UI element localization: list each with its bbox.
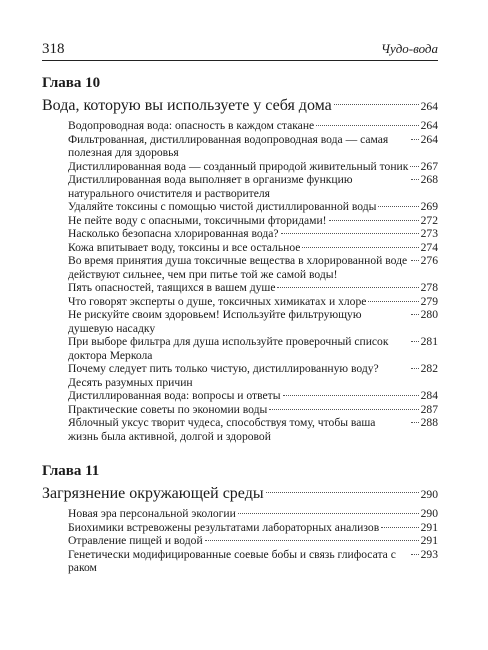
entry-list [42, 505, 438, 575]
book-title: Чудо-вода [381, 41, 438, 56]
dot-leader [381, 527, 418, 528]
entry-page-number: 264 [420, 132, 438, 146]
toc-entry [68, 335, 438, 362]
entry-page-number: 273 [420, 227, 438, 240]
entry-title: Отравление пищей и водой [68, 534, 203, 547]
toc-entry [68, 548, 438, 575]
entry-page-number: 290 [420, 507, 438, 520]
entry-title: Водопроводная вода: опасность в каждом стакане [68, 119, 315, 132]
entry-title: Не пейте воду с опасными, токсичными фторидами! [68, 213, 327, 227]
entry-title: Пять опасностей, таящихся в вашем душе [68, 281, 276, 294]
dot-leader [411, 179, 419, 180]
chapter-section [42, 462, 438, 575]
dot-leader [281, 233, 419, 234]
dot-leader [277, 287, 418, 288]
entry-page-number: 279 [420, 294, 438, 308]
dot-leader [238, 513, 419, 514]
toc-entry [68, 308, 438, 335]
entry-title: Что говорят эксперты о душе, токсичных химикатах и хлоре [68, 294, 367, 308]
dot-leader [411, 139, 419, 140]
toc-entry [68, 214, 438, 228]
entry-title: Дистиллированная вода выполняет в организме функцию натурального очистителя и растворителя [68, 173, 353, 200]
entry-title: Почему следует пить только чистую, дистиллированную воду? Десять разумных причин [68, 362, 379, 389]
dot-leader [411, 260, 419, 261]
toc-entry [68, 507, 438, 521]
entry-page-number: 284 [420, 389, 438, 402]
dot-leader [411, 341, 419, 342]
dot-leader [334, 104, 419, 105]
entry-page-number: 282 [420, 362, 438, 375]
dot-leader [411, 368, 419, 369]
entry-list [42, 117, 438, 443]
dot-leader [411, 314, 419, 315]
entry-title: Кожа впитывает воду, токсины и все остальное [68, 240, 301, 254]
dot-leader [266, 492, 419, 493]
dot-leader [329, 220, 419, 221]
entry-title: Яблочный уксус творит чудеса, способствуя тому, чтобы ваша жизнь была активной, долгой и здоровой [68, 416, 376, 443]
entry-title: Не рискуйте своим здоровьем! Используйте фильтрующую душевую насадку [68, 308, 362, 335]
dot-leader [302, 247, 418, 248]
chapter-section [42, 74, 438, 443]
chapter-title-row [42, 94, 438, 117]
toc-entry [68, 281, 438, 295]
entry-title: Практические советы по экономии воды [68, 402, 268, 416]
chapter-title: Загрязнение окружающей среды [42, 485, 264, 502]
entry-page-number: 268 [420, 173, 438, 186]
entry-title: Биохимики встревожены результатами лабораторных анализов [68, 520, 380, 534]
chapter-page-number: 264 [420, 100, 438, 113]
toc-entry [68, 119, 438, 133]
entry-page-number: 281 [420, 335, 438, 348]
dot-leader [269, 409, 418, 410]
entry-page-number: 274 [420, 240, 438, 254]
page-number: 318 [42, 41, 65, 57]
toc-entry [68, 133, 438, 160]
entry-page-number: 267 [420, 159, 438, 173]
dot-leader [316, 125, 418, 126]
entry-page-number: 278 [420, 281, 438, 294]
entry-page-number: 291 [420, 520, 438, 534]
dot-leader [283, 395, 419, 396]
running-head [42, 38, 438, 61]
entry-title: Фильтрованная, дистиллированная водопроводная вода — самая полезная для здоровья [68, 132, 389, 159]
toc-entry [68, 241, 438, 255]
entry-page-number: 276 [420, 254, 438, 267]
entry-title: Дистиллированная вода: вопросы и ответы [68, 389, 281, 402]
entry-page-number: 280 [420, 308, 438, 321]
entry-page-number: 288 [420, 416, 438, 429]
entry-page-number: 269 [420, 200, 438, 213]
entry-title: Удаляйте токсины с помощью чистой дистиллированной воды [68, 200, 377, 213]
entry-page-number: 287 [420, 402, 438, 416]
toc-entry [68, 521, 438, 535]
chapter-label: Глава 11 [42, 463, 100, 479]
toc-entry [68, 295, 438, 309]
toc-entry [68, 200, 438, 214]
dot-leader [411, 554, 419, 555]
entry-title: Генетически модифицированные соевые бобы и связь глифосата с раком [68, 547, 396, 574]
chapter-title: Вода, которую вы используете у себя дома [42, 97, 332, 114]
toc-entry [68, 389, 438, 403]
toc-entry [68, 534, 438, 548]
dot-leader [411, 422, 419, 423]
toc-entry [68, 254, 438, 281]
entry-title: Дистиллированная вода — созданный природой живительный тоник [68, 159, 409, 173]
entry-page-number: 272 [420, 213, 438, 227]
entry-page-number: 264 [420, 119, 438, 132]
entry-page-number: 293 [420, 547, 438, 561]
dot-leader [205, 540, 419, 541]
toc-entry [68, 227, 438, 241]
entry-page-number: 291 [420, 534, 438, 547]
toc-entry [68, 362, 438, 389]
dot-leader [378, 206, 418, 207]
toc-entry [68, 173, 438, 200]
chapter-page-number: 290 [420, 488, 438, 501]
entry-title: Новая эра персональной экологии [68, 507, 236, 520]
toc-entry [68, 160, 438, 174]
entry-title: Во время принятия душа токсичные вещества в хлорированной воде действуют сильнее, чем при питье той же самой воды! [68, 254, 408, 281]
entry-title: Насколько безопасна хлорированная вода? [68, 227, 279, 240]
toc-entry [68, 403, 438, 417]
dot-leader [368, 301, 418, 302]
chapter-label: Глава 10 [42, 75, 101, 91]
toc-entry [68, 416, 438, 443]
entry-title: При выборе фильтра для душа используйте проверочный список доктора Меркола [68, 335, 389, 362]
chapter-title-row [42, 482, 438, 505]
dot-leader [410, 166, 418, 167]
